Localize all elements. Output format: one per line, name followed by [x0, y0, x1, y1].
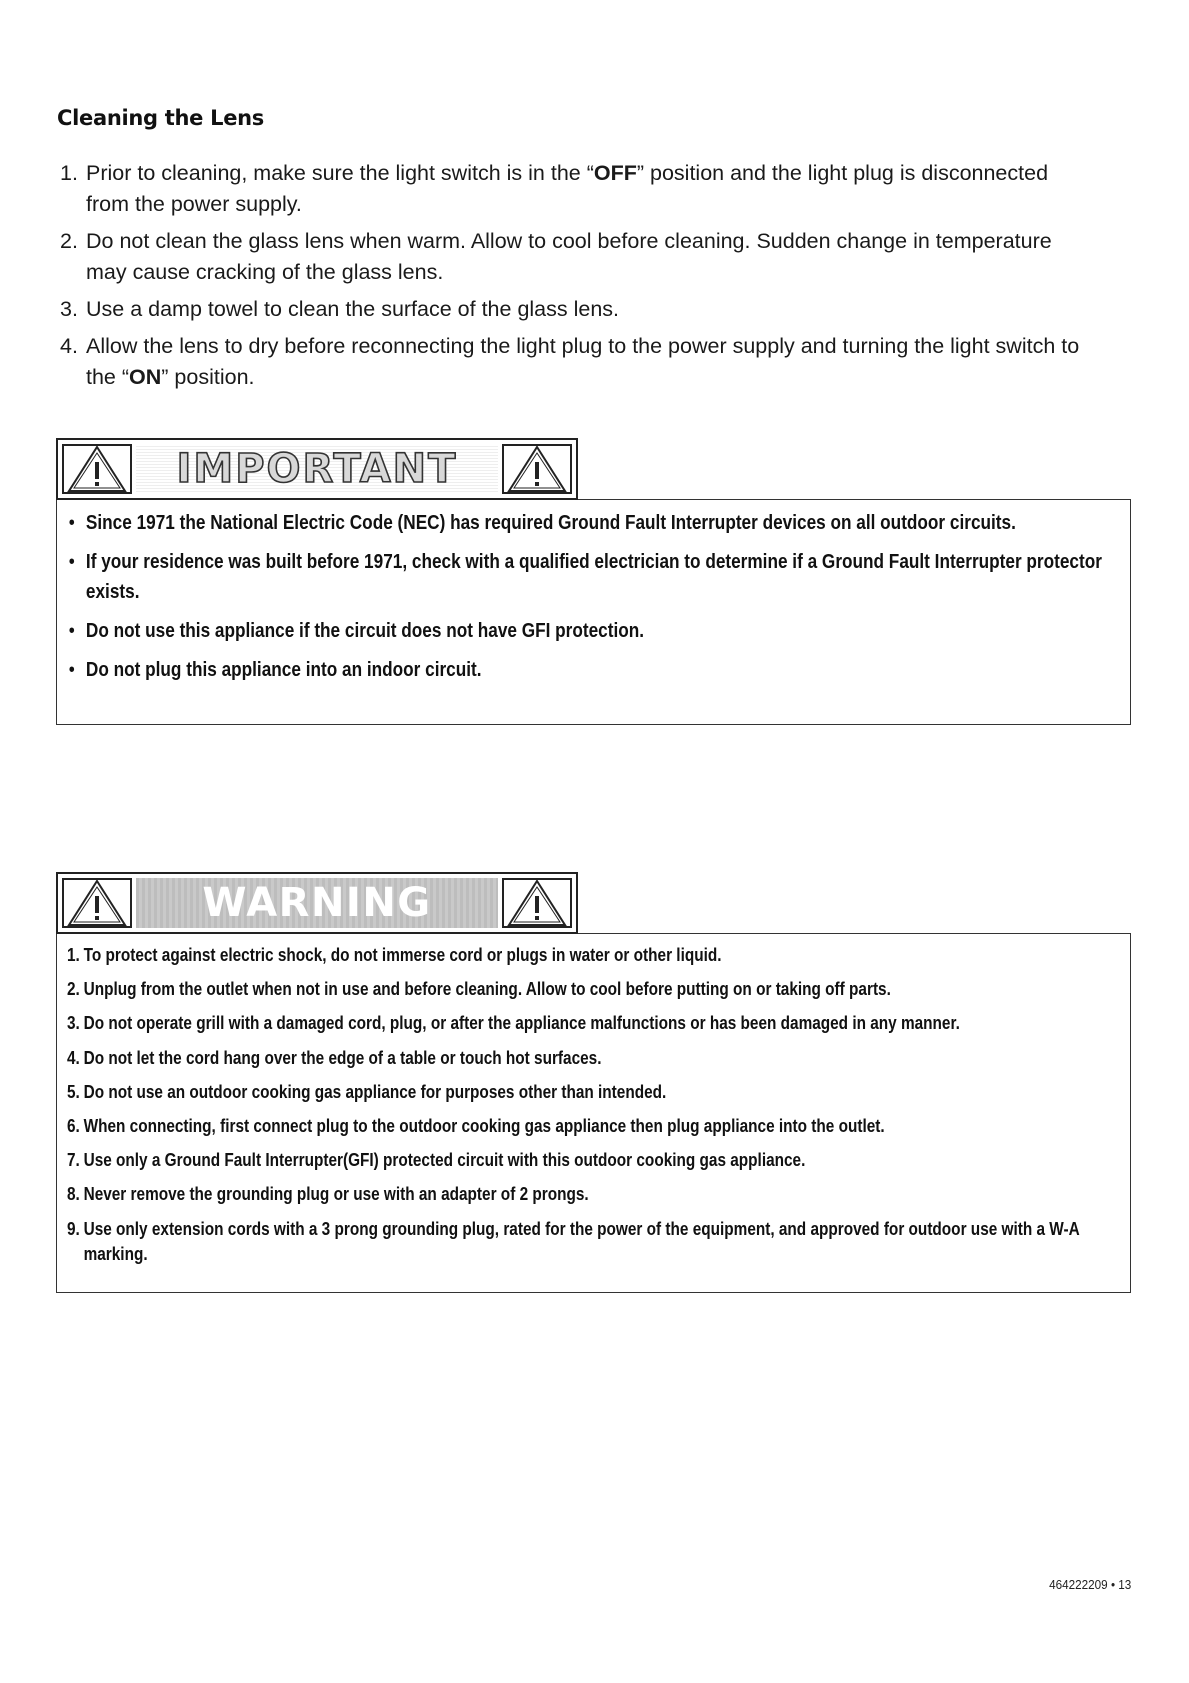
warning-item [67, 1113, 1132, 1138]
step-number: 1. [60, 161, 78, 185]
warning-item-number: 8. [67, 1183, 80, 1205]
warning-item [67, 942, 1132, 967]
warning-item-text: Use only a Ground Fault Interrupter(GFI) protected circuit with this outdoor cooking gas appliance. [83, 1149, 806, 1171]
warning-list [67, 942, 1120, 1266]
section-title: Cleaning the Lens [57, 106, 264, 130]
warning-item [67, 1216, 1132, 1266]
step-text-end: ” position. [161, 365, 255, 389]
warning-item [67, 976, 1132, 1001]
warning-notice [56, 872, 1131, 1293]
cleaning-step [60, 226, 1080, 288]
warning-triangle-icon [502, 444, 572, 494]
cleaning-step [60, 331, 1080, 393]
warning-item-number: 1. [67, 944, 80, 965]
warning-item [67, 1045, 1132, 1070]
step-number: 4. [60, 334, 78, 358]
step-number: 2. [60, 229, 78, 253]
warning-item-number: 7. [67, 1149, 80, 1171]
warning-item-text: Do not let the cord hang over the edge of a table or touch hot surfaces. [83, 1046, 602, 1068]
step-text: Do not clean the glass lens when warm. Allow to cool before cleaning. Sudden change in temperature may cause cracking of the glass lens. [86, 229, 1052, 284]
warning-item-text: Do not operate grill with a damaged cord, plug, or after the appliance malfunctions or has been damaged in any manner. [83, 1012, 960, 1034]
step-text: Prior to cleaning, make sure the light switch is in the “ [86, 161, 594, 185]
warning-item [67, 1181, 1132, 1206]
warning-item-text: To protect against electric shock, do not immerse cord or plugs in water or other liquid. [83, 944, 722, 965]
warning-item [67, 1010, 1132, 1035]
warning-item [67, 1079, 1132, 1104]
step-emphasis: ON [129, 365, 162, 389]
important-item [67, 508, 1128, 538]
warning-banner [56, 872, 578, 934]
important-label: IMPORTANT [136, 444, 498, 494]
important-notice [56, 438, 1131, 725]
step-text: Allow the lens to dry before reconnecting the light plug to the power supply and turning the light switch to the “ [86, 334, 1080, 389]
warning-body [56, 933, 1131, 1293]
bullet-dot: • [68, 512, 75, 534]
warning-item-number: 3. [67, 1012, 80, 1034]
step-text: Use a damp towel to clean the surface of the glass lens. [86, 297, 620, 321]
warning-triangle-icon [62, 444, 132, 494]
warning-triangle-icon-svg [66, 444, 128, 494]
important-item-text: Do not plug this appliance into an indoor circuit. [85, 659, 482, 681]
important-item [67, 616, 1128, 646]
warning-item-text: Do not use an outdoor cooking gas appliance for purposes other than intended. [83, 1080, 667, 1102]
warning-item-number: 9. [67, 1217, 80, 1239]
important-list [67, 508, 1112, 685]
warning-item [67, 1147, 1132, 1172]
bullet-dot: • [68, 620, 75, 642]
warning-triangle-icon [62, 878, 132, 928]
important-item [67, 547, 1128, 607]
cleaning-step [60, 158, 1080, 220]
warning-triangle-icon-svg [506, 444, 568, 494]
warning-item-text: Use only extension cords with a 3 prong grounding plug, rated for the power of the equipment, and approved for outdoor use with a W-A marking. [83, 1217, 1080, 1264]
warning-item-text: Unplug from the outlet when not in use and before cleaning. Allow to cool before putting on or taking off parts. [83, 978, 891, 1000]
cleaning-steps-list [60, 158, 1080, 399]
important-item-text: Do not use this appliance if the circuit does not have GFI protection. [85, 620, 645, 642]
cleaning-step [60, 294, 1080, 325]
warning-item-number: 2. [67, 978, 80, 1000]
warning-triangle-icon-svg [66, 878, 128, 928]
important-item-text: Since 1971 the National Electric Code (NEC) has required Ground Fault Interrupter devices on all outdoor circuits. [85, 512, 1016, 534]
warning-item-number: 4. [67, 1046, 80, 1068]
warning-triangle-icon-svg [506, 878, 568, 928]
important-body [56, 499, 1131, 725]
bullet-dot: • [68, 659, 75, 681]
bullet-dot: • [68, 551, 75, 573]
warning-label: WARNING [136, 878, 498, 928]
step-number: 3. [60, 297, 78, 321]
warning-triangle-icon [502, 878, 572, 928]
step-text-end: ” position and the light plug is disconnected from the power supply. [86, 161, 1049, 216]
warning-item-number: 5. [67, 1080, 80, 1102]
warning-item-number: 6. [67, 1114, 80, 1136]
important-item-text: If your residence was built before 1971, check with a qualified electrician to determine if a Ground Fault Interrupter protector exists. [85, 551, 1102, 603]
important-banner [56, 438, 578, 500]
important-item [67, 655, 1128, 685]
warning-item-text: Never remove the grounding plug or use with an adapter of 2 prongs. [83, 1183, 589, 1205]
warning-item-text: When connecting, first connect plug to the outdoor cooking gas appliance then plug appliance into the outlet. [83, 1114, 885, 1136]
page-number: 464222209 • 13 [1048, 1577, 1131, 1592]
step-emphasis: OFF [593, 161, 637, 185]
